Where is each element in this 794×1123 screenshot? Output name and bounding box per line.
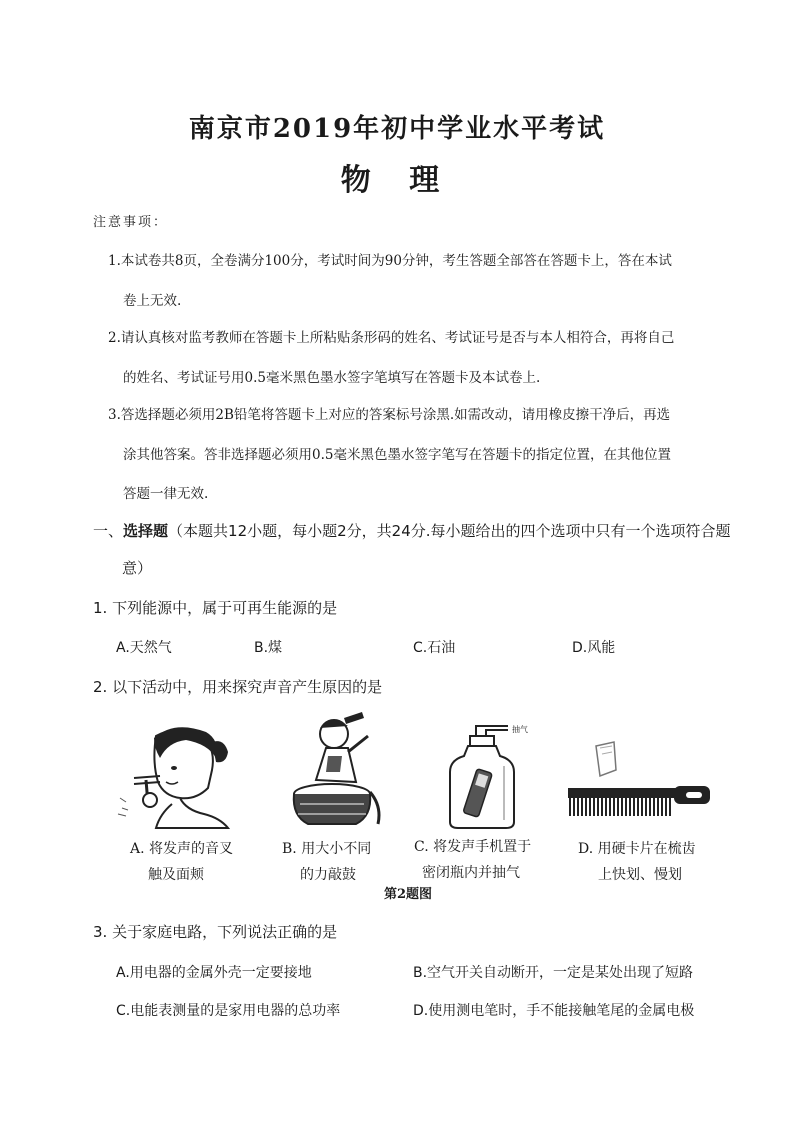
q2-caption-d-line-1: D. 用硬卡片在梳齿 — [578, 841, 696, 857]
q3-option-d: D.使用测电笔时，手不能接触笔尾的金属电极 — [413, 1003, 695, 1019]
exam-title: 南京市2019年初中学业水平考试 — [188, 114, 606, 144]
q2-stem: 2. 以下活动中，用来探究声音产生原因的是 — [93, 678, 383, 696]
q1-option-c: C.石油 — [413, 640, 456, 656]
notice-item-1-line-2: 卷上无效. — [123, 293, 182, 309]
notice-item-3-line-2: 涂其他答案。答非选择题必须用0.5毫米黑色墨水签字笔写在答题卡的指定位置，在其他位置 — [123, 447, 671, 463]
notice-item-1-line-1: 1.本试卷共8页，全卷满分100分，考试时间为90分钟，考生答题全部答在答题卡上，答在本试 — [108, 253, 672, 269]
q2-caption-d — [578, 836, 696, 888]
section-1-desc-line-2: 意） — [122, 559, 153, 577]
notice-item-3-line-1: 3.答选择题必须用2B铅笔将答题卡上对应的答案标号涂黑.如需改动，请用橡皮擦干净后，再选 — [108, 407, 671, 423]
subject-title: 物 理 — [340, 163, 454, 198]
q2-caption-c — [414, 834, 531, 886]
q1-option-d: D.风能 — [572, 640, 616, 656]
q2-caption-a-line-2: 触及面颊 — [148, 867, 204, 883]
q2-caption-c-line-1: C. 将发声手机置于 — [414, 839, 532, 855]
section-1-name: 选择题 — [123, 522, 169, 540]
sealed-bottle-phone-figure — [448, 722, 548, 830]
q2-figure-title: 第2题图 — [384, 887, 433, 902]
q1-stem: 1. 下列能源中，属于可再生能源的是 — [93, 599, 338, 617]
q1-option-b: B.煤 — [254, 640, 283, 656]
section-1-heading — [93, 520, 731, 541]
notice-item-2-line-2: 的姓名、考试证号用0.5毫米黑色墨水签字笔填写在答题卡及本试卷上. — [123, 370, 541, 386]
pump-label: 抽气 — [512, 725, 528, 734]
q2-caption-a — [130, 836, 233, 888]
q3-stem: 3. 关于家庭电路，下列说法正确的是 — [93, 923, 338, 941]
q2-caption-d-line-2: 上快划、慢划 — [598, 867, 682, 883]
comb-teeth — [570, 798, 670, 816]
section-1-desc: （本题共12小题，每小题2分，共24分.每小题给出的四个选项中只有一个选项符合题 — [168, 522, 731, 540]
q2-caption-a-line-1: A. 将发声的音叉 — [130, 841, 234, 857]
q2-caption-c-line-2: 密闭瓶内并抽气 — [422, 865, 520, 881]
q3-option-a: A.用电器的金属外壳一定要接地 — [116, 965, 312, 981]
q2-caption-b — [282, 836, 371, 888]
drum-figure — [286, 712, 386, 830]
q2-caption-b-line-1: B. 用大小不同 — [282, 841, 372, 857]
q3-option-b: B.空气开关自动断开，一定是某处出现了短路 — [413, 965, 694, 981]
tuning-fork-face-figure — [116, 718, 231, 830]
comb-card-figure — [566, 740, 712, 828]
notice-heading: 注意事项： — [93, 215, 169, 230]
notice-item-2-line-1: 2.请认真核对监考教师在答题卡上所粘贴条形码的姓名、考试证号是否与本人相符合，再将自己 — [108, 330, 675, 346]
q1-option-a: A.天然气 — [116, 640, 172, 656]
section-1-prefix: 一、 — [93, 522, 124, 540]
q2-caption-b-line-2: 的力敲鼓 — [300, 867, 356, 883]
q3-option-c: C.电能表测量的是家用电器的总功率 — [116, 1003, 341, 1019]
notice-item-3-line-3: 答题一律无效. — [123, 486, 209, 502]
